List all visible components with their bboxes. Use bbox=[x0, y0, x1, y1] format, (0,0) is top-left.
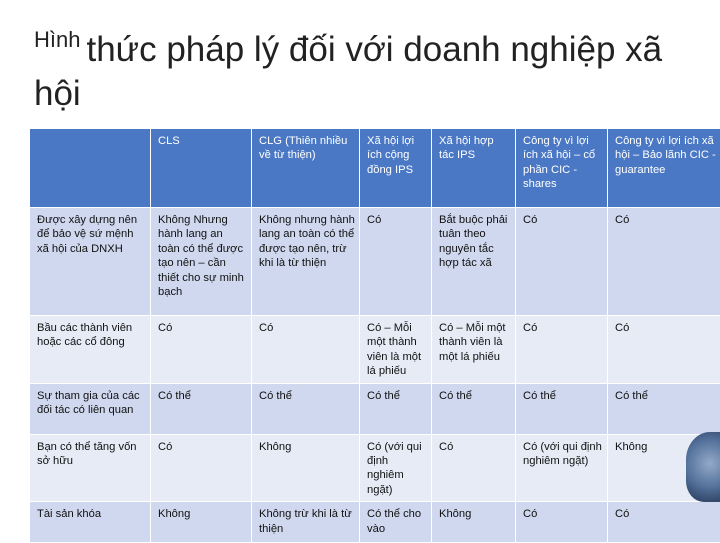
header-cell: CLG (Thiên nhiều về từ thiện) bbox=[252, 129, 360, 208]
table-cell: Có (với qui định nghiêm ngặt) bbox=[516, 434, 608, 502]
header-cell: Công ty vì lợi ích xã hội – Bảo lãnh CIC - guarantee bbox=[608, 129, 720, 208]
table-cell: Có thể bbox=[432, 383, 516, 434]
table-cell: Có thể bbox=[516, 383, 608, 434]
table-cell: Có bbox=[151, 434, 252, 502]
table-cell: Có bbox=[608, 502, 720, 543]
title-prefix: Hình bbox=[34, 27, 80, 52]
table-cell: Có – Mỗi một thành viên là một lá phiếu bbox=[432, 316, 516, 384]
table-cell: Có thể cho vào bbox=[360, 502, 432, 543]
legal-forms-table-container bbox=[29, 128, 720, 540]
title-main: thức pháp lý đối với doanh nghiệp xã hội bbox=[34, 30, 662, 113]
header-cell: Xã hội hợp tác IPS bbox=[432, 129, 516, 208]
table-row bbox=[30, 502, 720, 543]
table-cell: Không bbox=[252, 434, 360, 502]
table-row bbox=[30, 383, 720, 434]
table-cell: Có thể bbox=[608, 383, 720, 434]
table-cell: Có bbox=[516, 208, 608, 316]
table-cell: Bắt buộc phải tuân theo nguyên tắc hợp tác xã bbox=[432, 208, 516, 316]
table-cell: Có bbox=[432, 434, 516, 502]
table-cell: Có bbox=[360, 208, 432, 316]
table-cell: Không nhưng hành lang an toàn có thể được tạo nên, trừ khi là từ thiện bbox=[252, 208, 360, 316]
table-cell: Có bbox=[608, 208, 720, 316]
decorative-graphic bbox=[686, 432, 720, 502]
table-cell: Có bbox=[252, 316, 360, 384]
legal-forms-table bbox=[29, 128, 720, 543]
header-cell: Công ty vì lợi ích xã hội – cổ phần CIC - shares bbox=[516, 129, 608, 208]
table-row bbox=[30, 316, 720, 384]
table-cell: Bầu các thành viên hoặc các cổ đông bbox=[30, 316, 151, 384]
header-cell: Xã hội lợi ích cộng đồng IPS bbox=[360, 129, 432, 208]
header-cell: CLS bbox=[151, 129, 252, 208]
table-cell: Có (với qui định nghiêm ngặt) bbox=[360, 434, 432, 502]
table-cell: Tài sản khóa bbox=[30, 502, 151, 543]
table-row bbox=[30, 434, 720, 502]
table-cell: Có bbox=[516, 502, 608, 543]
table-cell: Có thể bbox=[360, 383, 432, 434]
table-cell: Có bbox=[608, 316, 720, 384]
page-title bbox=[34, 18, 674, 116]
table-cell: Không trừ khi là từ thiện bbox=[252, 502, 360, 543]
table-cell: Có bbox=[151, 316, 252, 384]
table-cell: Không bbox=[432, 502, 516, 543]
table-cell: Sự tham gia của các đối tác có liên quan bbox=[30, 383, 151, 434]
table-cell: Có bbox=[516, 316, 608, 384]
table-cell: Được xây dựng nên để bảo vệ sứ mệnh xã hội của DNXH bbox=[30, 208, 151, 316]
table-cell: Có – Mỗi một thành viên là một lá phiếu bbox=[360, 316, 432, 384]
table-cell: Có thể bbox=[252, 383, 360, 434]
table-row bbox=[30, 208, 720, 316]
table-cell: Không bbox=[608, 434, 720, 502]
table-cell: Bạn có thể tăng vốn sở hữu bbox=[30, 434, 151, 502]
table-cell: Không bbox=[151, 502, 252, 543]
table-cell: Có thể bbox=[151, 383, 252, 434]
table-header-row bbox=[30, 129, 720, 208]
table-cell: Không Nhưng hành lang an toàn có thể được tạo nên – cần thiết cho sự minh bạch bbox=[151, 208, 252, 316]
header-cell bbox=[30, 129, 151, 208]
